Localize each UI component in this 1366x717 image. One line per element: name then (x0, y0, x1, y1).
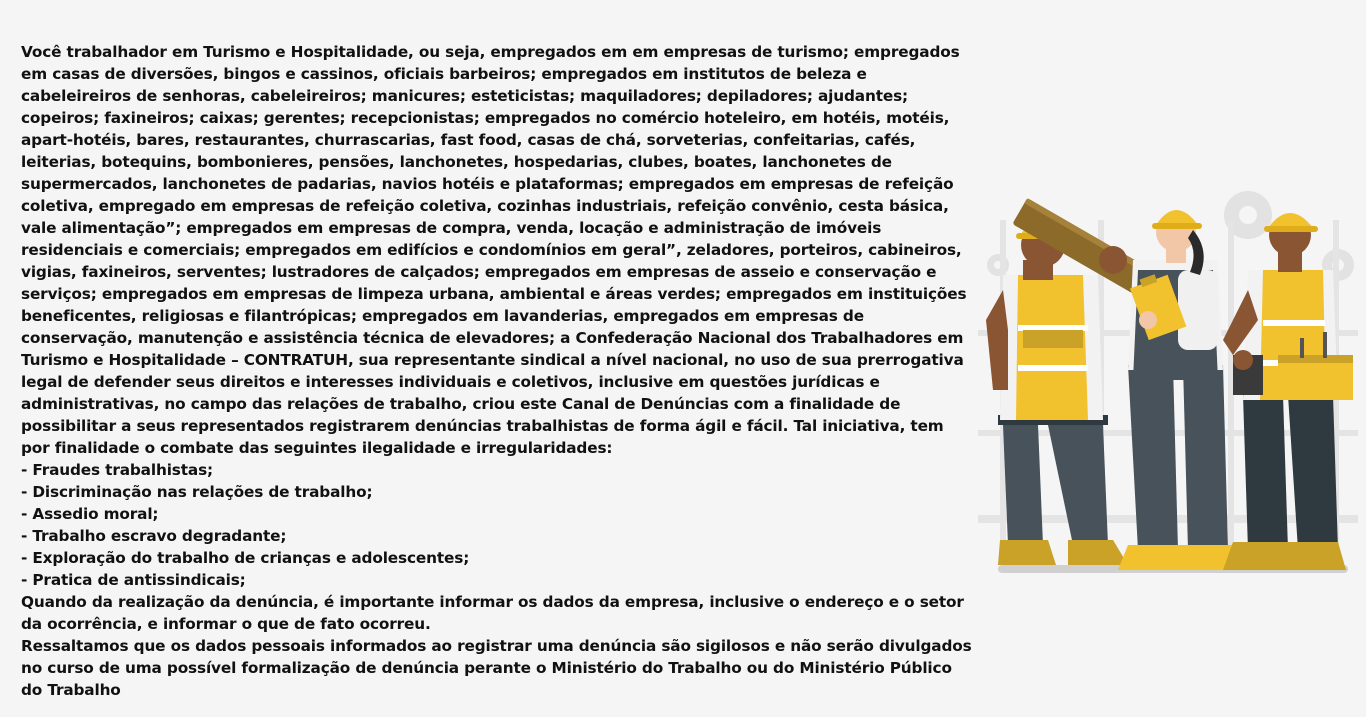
list-item: - Pratica de antissindicais; (21, 571, 246, 589)
intro-paragraph: Você trabalhador em Turismo e Hospitalidade, ou seja, empregados em em empresas de turismo; empregados em casas de diversões, bingos e cassinos, oficiais barbeiros; empregados em institutos de beleza e cabeleireiros de senhoras, cabeleireiros; manicures; esteticistas; maquiladores; depiladores; ajudantes; copeiros; faxineiros; caixas; gerentes; recepcionistas; empregados no comércio hoteleiro, em hotéis, motéis, apart-hotéis, bares, restaurantes, churrascarias, fast food, casas de chá, sorveterias, confeitarias, cafés, leiterias, botequins, bombonieres, pensões, lanchonetes, hospedarias, clubes, boates, lanchonetes de supermercados, lanchonetes de padarias, navios hotéis e plataformas; empregados em empresas de refeição coletiva, empregado em empresas de refeição coletiva, cozinhas industriais, refeição convênio, cesta básica, vale alimentação”; empregados em empresas de compra, venda, locação e administração de imóveis residenciais e comerciais; empregados em edifícios e condomínios em geral”, zeladores, porteiros, cabineiros, vigias, faxineiros, serventes; lustradores de calçados; empregados em empresas de asseio e conservação e serviços; empregados em empresas de limpeza urbana, ambiental e áreas verdes; empregados em instituições beneficentes, religiosas e filantrópicas; empregados em lavanderias, empregados em empresas de conservação, manutenção e assistência técnica de elevadores; a Confederação Nacional dos Trabalhadores em Turismo e Hospitalidade – CONTRATUH, sua representante sindical a nível nacional, no uso de sua prerrogativa legal de defender seus direitos e interesses individuais e coletivos, inclusive em questões jurídicas e administrativas, no campo das relações de trabalho, criou este Canal de Denúncias com a finalidade de possibilitar a seus representados registrarem denúncias trabalhistas de forma ágil e fácil. Tal iniciativa, tem por finalidade o combate das seguintes ilegalidade e irregularidades: (21, 43, 967, 457)
list-item: - Fraudes trabalhistas; (21, 461, 213, 479)
workers-illustration (978, 180, 1358, 580)
denuncia-text-block (21, 41, 976, 701)
list-item: - Assedio moral; (21, 505, 159, 523)
privacy-notice: Ressaltamos que os dados pessoais informados ao registrar uma denúncia são sigilosos e não serão divulgados no curso de uma possível formalização de denúncia perante o Ministério do Trabalho ou do Ministério Público do Trabalho (21, 637, 972, 699)
illegalities-list (21, 459, 976, 591)
list-item: - Trabalho escravo degradante; (21, 527, 287, 545)
list-item: - Exploração do trabalho de crianças e adolescentes; (21, 549, 470, 567)
list-item: - Discriminação nas relações de trabalho; (21, 483, 373, 501)
report-instructions: Quando da realização da denúncia, é importante informar os dados da empresa, inclusive o endereço e o setor da ocorrência, e informar o que de fato ocorreu. (21, 593, 964, 633)
